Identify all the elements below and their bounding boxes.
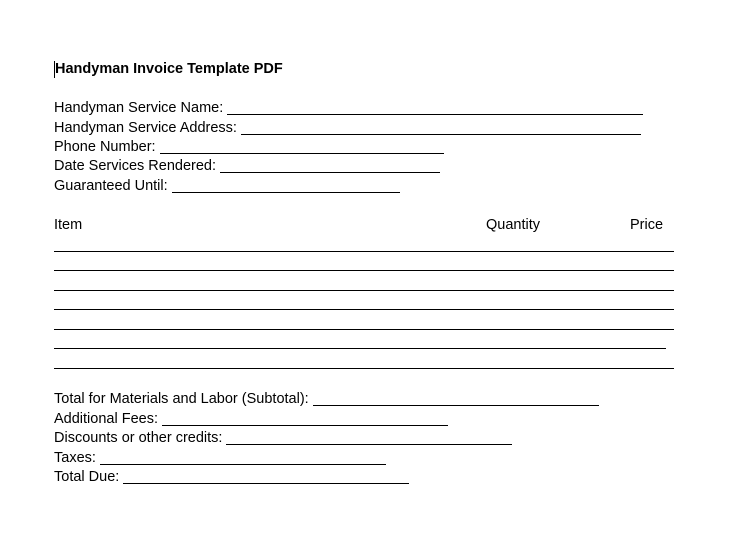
- field-label: Phone Number:: [54, 139, 156, 155]
- discounts-blank[interactable]: [226, 430, 512, 445]
- field-service-name: [54, 100, 643, 117]
- quantity-column-header: Quantity: [486, 217, 540, 233]
- field-phone-number: [54, 139, 444, 156]
- additional-fees-blank[interactable]: [162, 411, 448, 426]
- field-additional-fees: [54, 411, 448, 428]
- date-services-blank[interactable]: [220, 158, 440, 173]
- item-column-header: Item: [54, 217, 83, 233]
- item-row-line[interactable]: [54, 270, 674, 271]
- field-date-services: [54, 158, 440, 175]
- taxes-blank[interactable]: [100, 450, 386, 465]
- price-column-header: Price: [630, 217, 664, 233]
- phone-number-blank[interactable]: [160, 139, 444, 154]
- document-title: Handyman Invoice Template PDF: [55, 61, 283, 77]
- field-subtotal: [54, 391, 599, 408]
- item-row-line[interactable]: [54, 368, 674, 369]
- service-name-blank[interactable]: [227, 100, 643, 115]
- guaranteed-until-blank[interactable]: [172, 178, 400, 193]
- item-row-line[interactable]: [54, 290, 674, 291]
- item-row-line[interactable]: [54, 329, 674, 330]
- field-label: Taxes:: [54, 450, 96, 466]
- field-discounts: [54, 430, 512, 447]
- total-due-blank[interactable]: [123, 469, 409, 484]
- field-label: Discounts or other credits:: [54, 430, 223, 446]
- field-label: Additional Fees:: [54, 411, 158, 427]
- field-label: Handyman Service Name:: [54, 100, 224, 116]
- field-label: Date Services Rendered:: [54, 158, 216, 174]
- service-address-blank[interactable]: [241, 120, 641, 135]
- item-row-line[interactable]: [54, 309, 674, 310]
- item-row-line[interactable]: [54, 348, 666, 349]
- field-label: Total for Materials and Labor (Subtotal):: [54, 391, 309, 407]
- field-label: Total Due:: [54, 469, 120, 485]
- field-label: Handyman Service Address:: [54, 120, 237, 136]
- field-guaranteed-until: [54, 178, 400, 195]
- subtotal-blank[interactable]: [313, 391, 599, 406]
- field-total-due: [54, 469, 409, 486]
- item-row-line[interactable]: [54, 251, 674, 252]
- field-label: Guaranteed Until:: [54, 178, 168, 194]
- field-taxes: [54, 450, 386, 467]
- field-service-address: [54, 120, 641, 137]
